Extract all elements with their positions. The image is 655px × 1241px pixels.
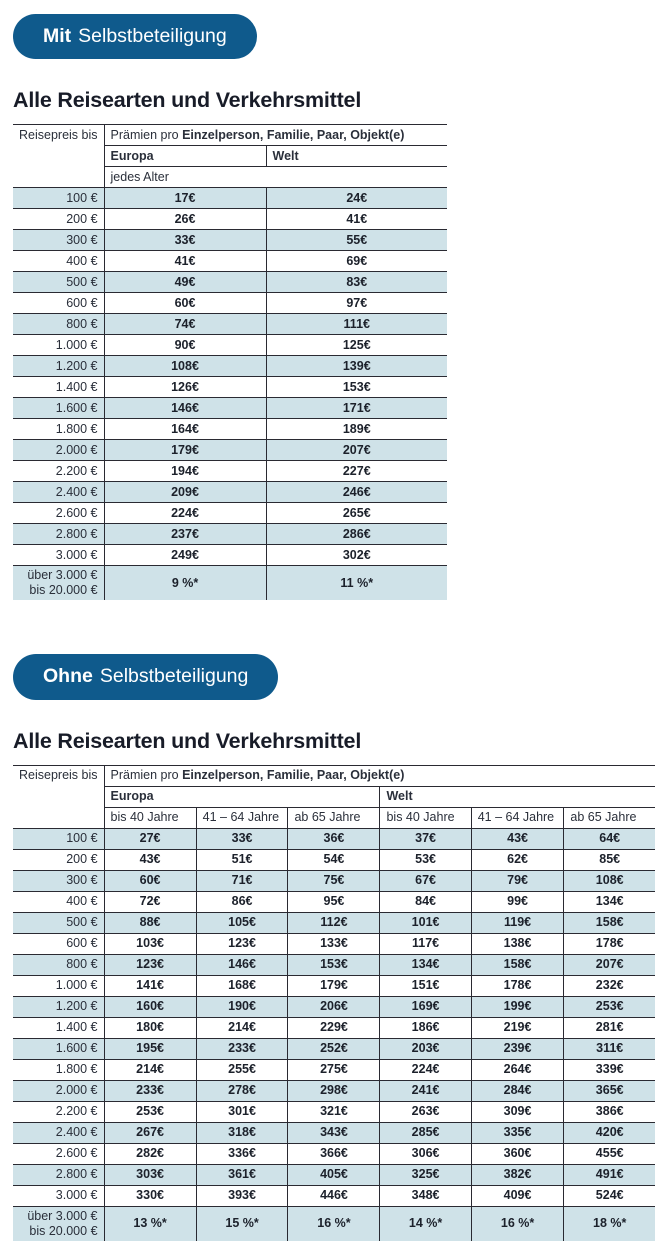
premium-value: 119€ [471, 912, 564, 933]
premium-value: 282€ [104, 1143, 196, 1164]
premium-value: 180€ [104, 1017, 196, 1038]
trip-price-label: 300 € [13, 870, 104, 891]
premium-value: 206€ [288, 996, 380, 1017]
premium-value: 336€ [196, 1143, 288, 1164]
premium-value: 386€ [564, 1101, 655, 1122]
premium-value: 524€ [564, 1185, 655, 1206]
premium-value: 318€ [196, 1122, 288, 1143]
premium-value: 55€ [266, 230, 447, 251]
region-header-europa: Europa [104, 786, 380, 807]
premium-value: 99€ [471, 891, 564, 912]
premium-value: 125€ [266, 335, 447, 356]
premium-value: 335€ [471, 1122, 564, 1143]
premium-value: 455€ [564, 1143, 655, 1164]
premium-value: 60€ [104, 870, 196, 891]
premium-value: 111€ [266, 314, 447, 335]
premium-value: 26€ [104, 209, 266, 230]
premium-value: 171€ [266, 398, 447, 419]
premium-value: 24€ [266, 188, 447, 209]
premium-value: 33€ [104, 230, 266, 251]
premium-value: 178€ [564, 933, 655, 954]
premium-value: 298€ [288, 1080, 380, 1101]
trip-price-label: über 3.000 € bis 20.000 € [13, 1206, 104, 1241]
trip-price-label: 1.800 € [13, 419, 104, 440]
premium-value: 264€ [471, 1059, 564, 1080]
premium-value: 199€ [471, 996, 564, 1017]
premium-value: 405€ [288, 1164, 380, 1185]
premium-value: 229€ [288, 1017, 380, 1038]
trip-price-label: 1.000 € [13, 335, 104, 356]
premium-value: 286€ [266, 524, 447, 545]
premium-value: 60€ [104, 293, 266, 314]
age-header-ab-65: ab 65 Jahre [288, 807, 380, 828]
premium-value: 153€ [266, 377, 447, 398]
section-heading: Alle Reisearten und Verkehrsmittel [13, 728, 362, 753]
trip-price-label: 2.200 € [13, 461, 104, 482]
region-header-welt: Welt [266, 146, 447, 167]
premium-value: 33€ [196, 828, 288, 849]
age-header-ab-65: ab 65 Jahre [564, 807, 655, 828]
premium-value: 265€ [266, 503, 447, 524]
section-mit-selbstbeteiligung [0, 0, 655, 600]
premium-value: 233€ [196, 1038, 288, 1059]
premium-value: 49€ [104, 272, 266, 293]
premium-value: 75€ [288, 870, 380, 891]
premium-value: 179€ [288, 975, 380, 996]
premium-value: 88€ [104, 912, 196, 933]
trip-price-label: 1.600 € [13, 398, 104, 419]
premium-value: 146€ [104, 398, 266, 419]
premium-value: 17€ [104, 188, 266, 209]
badge-text: Selbstbeteiligung [99, 665, 249, 688]
premium-value: 321€ [288, 1101, 380, 1122]
premium-value: 69€ [266, 251, 447, 272]
table-row [13, 377, 447, 398]
premium-value: 108€ [104, 356, 266, 377]
premium-value: 85€ [564, 849, 655, 870]
table-row [13, 545, 447, 566]
premium-value: 112€ [288, 912, 380, 933]
premium-value: 126€ [104, 377, 266, 398]
premium-value: 285€ [380, 1122, 471, 1143]
premium-value: 209€ [104, 482, 266, 503]
table-row [13, 440, 447, 461]
age-header-41-64: 41 – 64 Jahre [471, 807, 564, 828]
trip-price-column-header: Reisepreis bis [13, 765, 104, 828]
premium-value: 302€ [266, 545, 447, 566]
premium-value: 72€ [104, 891, 196, 912]
premium-value: 105€ [196, 912, 288, 933]
premium-value: 241€ [380, 1080, 471, 1101]
table-row [13, 1164, 655, 1185]
trip-price-label: 400 € [13, 251, 104, 272]
table-row [13, 849, 655, 870]
table-row [13, 828, 655, 849]
trip-price-label: 1.400 € [13, 1017, 104, 1038]
pricing-table-mit [13, 124, 447, 600]
premium-value: 382€ [471, 1164, 564, 1185]
premium-value: 101€ [380, 912, 471, 933]
table-row [13, 272, 447, 293]
premium-value: 158€ [564, 912, 655, 933]
premium-value: 54€ [288, 849, 380, 870]
premium-value: 67€ [380, 870, 471, 891]
premium-value: 178€ [471, 975, 564, 996]
premium-value: 84€ [380, 891, 471, 912]
premium-value: 41€ [266, 209, 447, 230]
trip-price-label: 2.600 € [13, 1143, 104, 1164]
premium-value: 153€ [288, 954, 380, 975]
premium-value: 214€ [104, 1059, 196, 1080]
premium-value: 139€ [266, 356, 447, 377]
premium-value: 41€ [104, 251, 266, 272]
premium-value: 190€ [196, 996, 288, 1017]
trip-price-label: 3.000 € [13, 545, 104, 566]
table-row [13, 566, 447, 601]
trip-price-label: 1.200 € [13, 996, 104, 1017]
badge-bold-text: Mit [43, 25, 72, 47]
premium-value: 281€ [564, 1017, 655, 1038]
premium-value: 117€ [380, 933, 471, 954]
premium-value: 339€ [564, 1059, 655, 1080]
trip-price-label: 3.000 € [13, 1185, 104, 1206]
badge-bold-text: Ohne [43, 665, 93, 688]
premium-value: 16 %* [471, 1206, 564, 1241]
table-row [13, 954, 655, 975]
table-row [13, 356, 447, 377]
premium-value: 141€ [104, 975, 196, 996]
trip-price-label: 200 € [13, 209, 104, 230]
premium-value: 43€ [471, 828, 564, 849]
premium-value: 103€ [104, 933, 196, 954]
trip-price-label: 800 € [13, 954, 104, 975]
premium-value: 11 %* [266, 566, 447, 601]
table-row [13, 870, 655, 891]
table-row [13, 996, 655, 1017]
premium-value: 366€ [288, 1143, 380, 1164]
mit-selbstbeteiligung-badge [13, 14, 257, 59]
trip-price-label: 2.600 € [13, 503, 104, 524]
premium-value: 43€ [104, 849, 196, 870]
premium-value: 420€ [564, 1122, 655, 1143]
table-row [13, 188, 447, 209]
trip-price-label: 1.200 € [13, 356, 104, 377]
premium-header: Prämien pro Einzelperson, Familie, Paar, Objekt(e) [104, 765, 655, 786]
trip-price-label: 1.600 € [13, 1038, 104, 1059]
premium-value: 51€ [196, 849, 288, 870]
table-row [13, 1185, 655, 1206]
trip-price-label: 2.400 € [13, 1122, 104, 1143]
premium-value: 133€ [288, 933, 380, 954]
age-header-jedes-alter: jedes Alter [104, 167, 447, 188]
premium-value: 160€ [104, 996, 196, 1017]
premium-value: 108€ [564, 870, 655, 891]
premium-value: 284€ [471, 1080, 564, 1101]
premium-value: 409€ [471, 1185, 564, 1206]
premium-value: 151€ [380, 975, 471, 996]
table-row [13, 1143, 655, 1164]
premium-value: 74€ [104, 314, 266, 335]
premium-value: 325€ [380, 1164, 471, 1185]
table-row [13, 1059, 655, 1080]
premium-value: 138€ [471, 933, 564, 954]
premium-value: 278€ [196, 1080, 288, 1101]
trip-price-label: 1.000 € [13, 975, 104, 996]
trip-price-label: 600 € [13, 933, 104, 954]
table-row [13, 461, 447, 482]
premium-value: 301€ [196, 1101, 288, 1122]
trip-price-label: 200 € [13, 849, 104, 870]
premium-value: 14 %* [380, 1206, 471, 1241]
premium-value: 207€ [266, 440, 447, 461]
premium-value: 158€ [471, 954, 564, 975]
table-row [13, 891, 655, 912]
premium-value: 15 %* [196, 1206, 288, 1241]
premium-value: 311€ [564, 1038, 655, 1059]
premium-value: 252€ [288, 1038, 380, 1059]
premium-value: 95€ [288, 891, 380, 912]
premium-value: 309€ [471, 1101, 564, 1122]
table-row [13, 314, 447, 335]
trip-price-label: 500 € [13, 912, 104, 933]
table-row [13, 335, 447, 356]
table-row [13, 419, 447, 440]
premium-value: 360€ [471, 1143, 564, 1164]
premium-value: 36€ [288, 828, 380, 849]
premium-value: 71€ [196, 870, 288, 891]
premium-value: 169€ [380, 996, 471, 1017]
table-row [13, 975, 655, 996]
premium-value: 224€ [380, 1059, 471, 1080]
premium-value: 227€ [266, 461, 447, 482]
trip-price-label: 100 € [13, 188, 104, 209]
premium-value: 203€ [380, 1038, 471, 1059]
premium-value: 233€ [104, 1080, 196, 1101]
premium-value: 13 %* [104, 1206, 196, 1241]
table-row [13, 1101, 655, 1122]
premium-value: 179€ [104, 440, 266, 461]
trip-price-label: 1.400 € [13, 377, 104, 398]
table-row [13, 209, 447, 230]
premium-value: 134€ [380, 954, 471, 975]
trip-price-label: 500 € [13, 272, 104, 293]
age-header-bis-40: bis 40 Jahre [104, 807, 196, 828]
region-header-welt: Welt [380, 786, 655, 807]
premium-value: 207€ [564, 954, 655, 975]
premium-value: 146€ [196, 954, 288, 975]
table-row [13, 1122, 655, 1143]
premium-value: 189€ [266, 419, 447, 440]
premium-value: 255€ [196, 1059, 288, 1080]
table-row [13, 1206, 655, 1241]
premium-value: 306€ [380, 1143, 471, 1164]
premium-value: 123€ [104, 954, 196, 975]
premium-value: 83€ [266, 272, 447, 293]
premium-value: 365€ [564, 1080, 655, 1101]
premium-value: 168€ [196, 975, 288, 996]
premium-value: 123€ [196, 933, 288, 954]
premium-value: 64€ [564, 828, 655, 849]
trip-price-label: 1.800 € [13, 1059, 104, 1080]
premium-value: 246€ [266, 482, 447, 503]
premium-value: 164€ [104, 419, 266, 440]
section-ohne-selbstbeteiligung [0, 640, 655, 1240]
premium-value: 195€ [104, 1038, 196, 1059]
trip-price-label: 800 € [13, 314, 104, 335]
premium-value: 219€ [471, 1017, 564, 1038]
premium-value: 253€ [564, 996, 655, 1017]
ohne-selbstbeteiligung-badge [13, 654, 278, 699]
premium-value: 361€ [196, 1164, 288, 1185]
premium-value: 253€ [104, 1101, 196, 1122]
trip-price-label: 2.800 € [13, 524, 104, 545]
trip-price-label: 2.000 € [13, 440, 104, 461]
premium-value: 97€ [266, 293, 447, 314]
premium-value: 303€ [104, 1164, 196, 1185]
trip-price-label: 2.800 € [13, 1164, 104, 1185]
premium-value: 18 %* [564, 1206, 655, 1241]
table-row [13, 293, 447, 314]
table-row [13, 524, 447, 545]
trip-price-label: über 3.000 € bis 20.000 € [13, 566, 104, 601]
premium-value: 27€ [104, 828, 196, 849]
premium-value: 9 %* [104, 566, 266, 601]
age-header-41-64: 41 – 64 Jahre [196, 807, 288, 828]
table-row [13, 251, 447, 272]
premium-value: 232€ [564, 975, 655, 996]
premium-value: 249€ [104, 545, 266, 566]
premium-value: 446€ [288, 1185, 380, 1206]
premium-value: 267€ [104, 1122, 196, 1143]
premium-value: 90€ [104, 335, 266, 356]
premium-value: 237€ [104, 524, 266, 545]
trip-price-label: 2.200 € [13, 1101, 104, 1122]
section-heading: Alle Reisearten und Verkehrsmittel [13, 88, 362, 113]
table-row [13, 398, 447, 419]
table-row [13, 933, 655, 954]
trip-price-label: 600 € [13, 293, 104, 314]
age-header-bis-40: bis 40 Jahre [380, 807, 471, 828]
premium-value: 16 %* [288, 1206, 380, 1241]
trip-price-label: 2.400 € [13, 482, 104, 503]
table-row [13, 1080, 655, 1101]
premium-value: 263€ [380, 1101, 471, 1122]
trip-price-label: 300 € [13, 230, 104, 251]
premium-value: 330€ [104, 1185, 196, 1206]
premium-value: 393€ [196, 1185, 288, 1206]
premium-value: 491€ [564, 1164, 655, 1185]
trip-price-column-header: Reisepreis bis [13, 125, 104, 188]
premium-value: 348€ [380, 1185, 471, 1206]
trip-price-label: 400 € [13, 891, 104, 912]
table-row [13, 912, 655, 933]
premium-value: 186€ [380, 1017, 471, 1038]
badge-text: Selbstbeteiligung [78, 25, 227, 47]
premium-value: 86€ [196, 891, 288, 912]
table-row [13, 230, 447, 251]
pricing-table-ohne [13, 765, 655, 1241]
trip-price-label: 2.000 € [13, 1080, 104, 1101]
region-header-europa: Europa [104, 146, 266, 167]
trip-price-label: 100 € [13, 828, 104, 849]
premium-value: 214€ [196, 1017, 288, 1038]
table-row [13, 1017, 655, 1038]
premium-value: 194€ [104, 461, 266, 482]
premium-value: 37€ [380, 828, 471, 849]
premium-value: 224€ [104, 503, 266, 524]
premium-value: 134€ [564, 891, 655, 912]
table-row [13, 482, 447, 503]
premium-value: 62€ [471, 849, 564, 870]
premium-header: Prämien pro Einzelperson, Familie, Paar, Objekt(e) [104, 125, 447, 146]
premium-value: 343€ [288, 1122, 380, 1143]
table-row [13, 503, 447, 524]
premium-value: 53€ [380, 849, 471, 870]
premium-value: 275€ [288, 1059, 380, 1080]
premium-value: 79€ [471, 870, 564, 891]
premium-value: 239€ [471, 1038, 564, 1059]
table-row [13, 1038, 655, 1059]
